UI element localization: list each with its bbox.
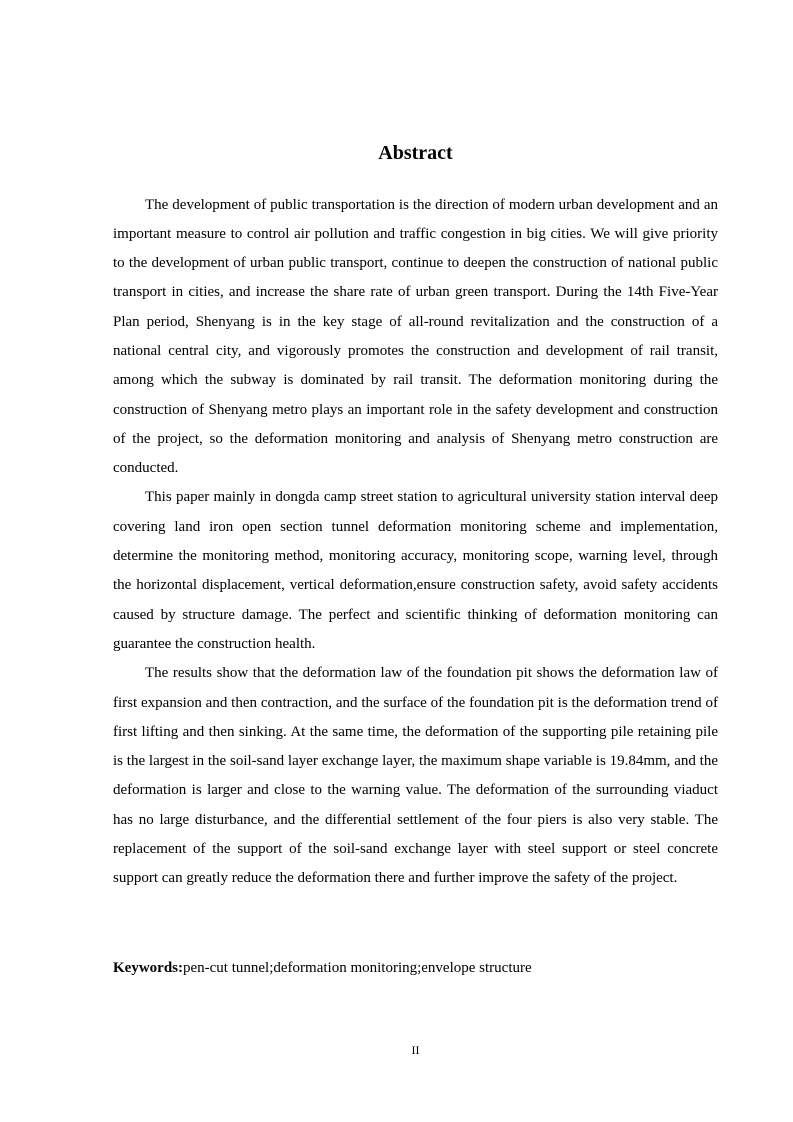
page-number: II bbox=[411, 1043, 420, 1057]
keywords-value: pen-cut tunnel;deformation monitoring;envelope structure bbox=[183, 960, 532, 976]
abstract-paragraph: This paper mainly in dongda camp street station to agricultural university station interval deep covering land iron open section tunnel deformation monitoring scheme and implementation, determine the monitoring method, monitoring accuracy, monitoring scope, warning level, through the horizontal displacement, vertical deformation,ensure construction safety, avoid safety accidents caused by structure damage. The perfect and scientific thinking of deformation monitoring can guarantee the construction health. bbox=[113, 489, 718, 652]
keywords-line bbox=[113, 955, 718, 981]
abstract-paragraph: The results show that the deformation law of the foundation pit shows the deformation law of first expansion and then contraction, and the surface of the foundation pit is the deformation trend of first lifting and then sinking. At the same time, the deformation of the supporting pile retaining pile is the largest in the soil-sand layer exchange layer, the maximum shape variable is 19.84mm, and the deformation is larger and close to the warning value. The deformation of the surrounding viaduct has no large disturbance, and the differential settlement of the four piers is also very stable. The replacement of the support of the soil-sand exchange layer with steel support or steel concrete support can greatly reduce the deformation there and further improve the safety of the project. bbox=[113, 665, 718, 887]
abstract-title: Abstract bbox=[378, 142, 453, 164]
abstract-body bbox=[113, 191, 718, 894]
keywords-label: Keywords: bbox=[113, 960, 183, 976]
abstract-paragraph: The development of public transportation is the direction of modern urban development and an important measure to control air pollution and traffic congestion in big cities. We will give priority to the development of urban public transport, continue to deepen the construction of national public transport in cities, and increase the share rate of urban green transport. During the 14th Five-Year Plan period, Shenyang is in the key stage of all-round revitalization and the construction of a national central city, and vigorously promotes the construction and development of rail transit, among which the subway is dominated by rail transit. The deformation monitoring during the construction of Shenyang metro plays an important role in the safety development and construction of the project, so the deformation monitoring and analysis of Shenyang metro construction are conducted. bbox=[113, 196, 718, 477]
